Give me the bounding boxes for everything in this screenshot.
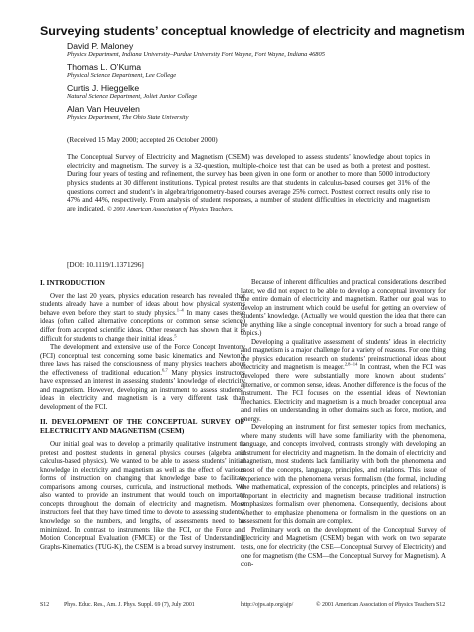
footer-journal-citation: Phys. Educ. Res., Am. J. Phys. Suppl. 69 (7), July 2001 <box>64 602 195 608</box>
body-paragraph <box>40 344 245 412</box>
abstract-text: The Conceptual Survey of Electricity and Magnetism (CSEM) was developed to assess students’ knowledge about topics in electricity and magnetism. The survey is a 32-question, multiple-choice test that can be used as both a pretest and posttest. During four years of testing and refinement, the survey has been given in one form or another to more than 5000 introductory physics students at 30 different institutions. Typical pretest results are that students in calculus-based courses get 31% of the questions correct and student’s in algebra/trigonometry-based courses average 25% correct. Posttest correct results only rise to 47% and 44%, respectively. From analysis of student responses, a number of student difficulties in electricity and magnetism are indicated. <box>67 153 430 213</box>
body-paragraph: Our initial goal was to develop a primarily qualitative instrument to pretest and posttest students in general physics courses (algebra and calculus-based physics). We wanted to be able to assess students’ initial knowledge in electricity and magnetism as well as the effect of various forms of instruction on changing that knowledge base to facilitate comparisons among courses, curricula, and instructional methods. We also wanted to provide an instrument that would touch on important concepts throughout the domain of electricity and magnetism. Most instructors feel that they have timed time to devote to assessing students’ knowledge so the numbers, and lengths, of assessments need to be minimized. In contrast to instruments like the FCI, or the Force and Motion Conceptual Evaluation (FMCE) or the Test of Understanding Graphs-Kinematics (TUG-K), the CSEM is a broad survey instrument. <box>40 441 245 551</box>
section-heading-introduction: I. INTRODUCTION <box>40 278 105 287</box>
body-text: The development and extensive use of the Force Concept Inventory (FCI) conceptual test concerning some basic kinematics and Newton’s three laws has raised the consciousness of many physics teachers about the effectiveness of traditional education. <box>40 344 245 377</box>
reference-superscript: 1–4 <box>176 307 184 313</box>
received-dates: (Received 15 May 2000; accepted 26 October 2000) <box>67 136 218 144</box>
body-text: In many cases these ideas (often called alternative conceptions or common sense science) differ from accepted scientific ideas. Other research has shown that it is difficult for students to change their initial ideas. <box>40 309 245 343</box>
reference-superscript: 5 <box>174 333 177 339</box>
abstract-copyright: © 2001 American Association of Physics Teachers. <box>107 205 234 213</box>
page-footer <box>40 601 460 611</box>
author-name: Thomas L. O’Kuma <box>67 62 142 72</box>
body-text: Many physics instructors have expressed an interest in assessing students’ knowledge of electricity and magnetism. However, developing an instrument to assess students’ ideas in electricity and magnetism is a very different task than development of the FCI. <box>40 369 245 411</box>
author-affiliation: Physics Department, The Ohio State University <box>67 114 189 121</box>
footer-page-number-left: S12 <box>40 602 50 608</box>
author-name: Curtis J. Hieggelke <box>67 83 140 93</box>
abstract <box>67 153 430 215</box>
footer-copyright: © 2001 American Association of Physics Teachers <box>316 602 436 608</box>
author-affiliation: Physical Science Department, Lee College <box>67 72 177 79</box>
body-paragraph: Because of inherent difficulties and practical considerations described later, we did not expect to be able to develop a conceptual inventory for the entire domain of electricity and magnetism. Rather our goal was to develop an instrument which could be useful for getting an overview of students’ knowledge. (Actually we would question the idea that there can be anything like a single conceptual inventory for such a broad range of topics.) <box>241 279 446 338</box>
author-block <box>67 41 467 59</box>
reference-superscript: 2,8–14 <box>344 362 358 368</box>
paper-title: Surveying students’ conceptual knowledge of electricity and magnetism <box>40 24 465 38</box>
body-text: Over the last 20 years, physics education research has revealed that students already have a number of ideas about how physical systems behave even before they start to study physics. <box>40 292 245 317</box>
left-column <box>40 279 245 552</box>
author-block <box>67 104 467 122</box>
author-name: Alan Van Heuvelen <box>67 104 140 114</box>
footer-url[interactable]: http://ojps.aip.org/ajp/ <box>241 602 294 608</box>
body-paragraph <box>241 339 446 424</box>
doi-link[interactable]: [DOI: 10.1119/1.1371296] <box>67 261 144 269</box>
body-paragraph: Developing an instrument for first semester topics from mechanics, where many students will have some familiarity with the phenomena, language, and concepts involved, contrasts strongly with developing an instrument for electricity and magnetism. In the domain of electricity and magnetism, most students lack familiarity with both the phenomena and most of the concepts, language, principles, and relations. This issue of experience with the phenomena versus formalism (the formal, including the mathematical, expression of the concepts, principles and relations) is important in electricity and magnetism because traditional instruction emphasizes formalism over phenomena. Consequently, decisions about whether to emphasize phenomena or formalism in the questions on an assessment for this domain are complex. <box>241 424 446 526</box>
body-text: Developing a qualitative assessment of students’ ideas in electricity and magnetism is a major challenge for a variety of reasons. For one thing the physics education research on students’ preinstructional ideas about electricity and magnetism is meager. <box>241 338 446 372</box>
author-block <box>67 83 467 101</box>
author-name: David P. Maloney <box>67 41 134 51</box>
body-paragraph <box>40 293 245 344</box>
reference-superscript: 6,7 <box>162 367 168 373</box>
body-text: In contrast, when the FCI was developed there were substantially more known about students’ alternative, or common sense, ideas. Another difference is the focus of the instrument. The FCI focuses on the essential ideas of Newtonian mechanics. Electricity and magnetism is a much broader conceptual area and relies on understanding in other domains such as force, motion, and energy. <box>241 364 446 423</box>
right-column <box>241 279 446 570</box>
author-affiliation: Natural Science Department, Joliet Junior College <box>67 93 198 100</box>
body-paragraph: Preliminary work on the development of the Conceptual Survey of Electricity and Magnetism (CSEM) began with work on two separate tests, one for electricity (the CSE—Conceptual Survey of Electricity) and one for magnetism (the CSM—the Conceptual Survey for Magnetism). A con- <box>241 526 446 569</box>
section-heading-development: II. DEVELOPMENT OF THE CONCEPTUAL SURVEY OF ELECTRICITY AND MAGNETISM (CSEM) <box>40 417 245 436</box>
author-block <box>67 62 467 80</box>
author-list <box>67 41 467 125</box>
author-affiliation: Physics Department, Indiana University–Purdue University Fort Wayne, Fort Wayne, Indiana 46805 <box>67 51 325 58</box>
footer-page-number-right: S12 <box>436 602 446 608</box>
